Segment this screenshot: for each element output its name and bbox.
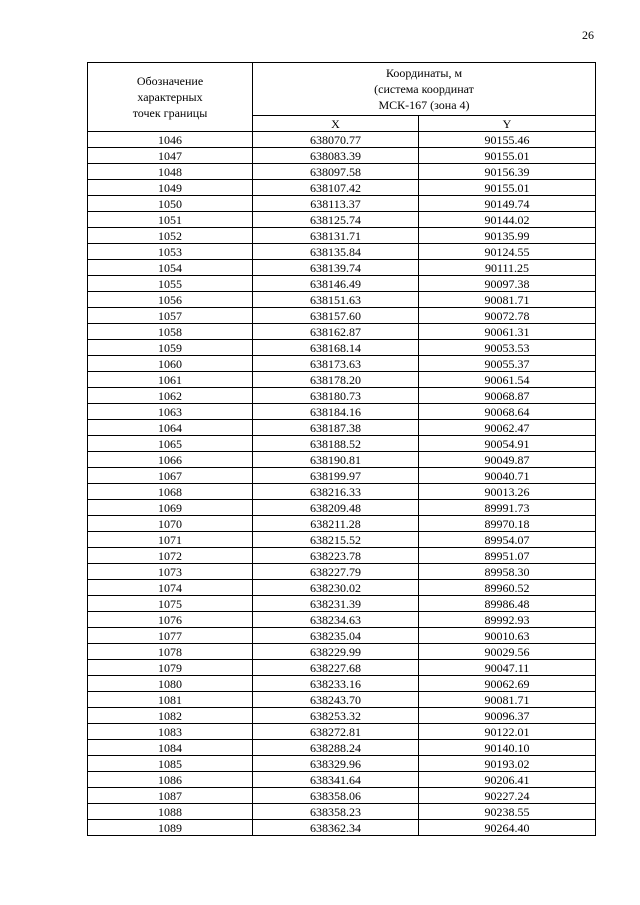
x-coordinate-cell: 638227.68 xyxy=(253,660,419,676)
coordinates-header-line-2: (система координат xyxy=(374,82,474,96)
x-coordinate-cell: 638188.52 xyxy=(253,436,419,452)
table-row xyxy=(88,676,596,692)
point-cell: 1062 xyxy=(88,388,253,404)
y-coordinate-cell: 89992.93 xyxy=(419,612,596,628)
table-row xyxy=(88,612,596,628)
point-cell: 1089 xyxy=(88,820,253,836)
x-coordinate-cell: 638070.77 xyxy=(253,132,419,148)
point-cell: 1087 xyxy=(88,788,253,804)
point-cell: 1050 xyxy=(88,196,253,212)
table-row xyxy=(88,148,596,164)
y-coordinate-cell: 90062.69 xyxy=(419,676,596,692)
x-coordinate-cell: 638358.06 xyxy=(253,788,419,804)
point-cell: 1085 xyxy=(88,756,253,772)
point-cell: 1049 xyxy=(88,180,253,196)
point-cell: 1047 xyxy=(88,148,253,164)
table-row xyxy=(88,324,596,340)
y-coordinate-cell: 90264.40 xyxy=(419,820,596,836)
table-row xyxy=(88,276,596,292)
point-cell: 1075 xyxy=(88,596,253,612)
y-coordinate-cell: 89960.52 xyxy=(419,580,596,596)
table-row xyxy=(88,164,596,180)
table-row xyxy=(88,260,596,276)
x-coordinate-cell: 638157.60 xyxy=(253,308,419,324)
y-coordinate-cell: 90010.63 xyxy=(419,628,596,644)
point-cell: 1059 xyxy=(88,340,253,356)
point-cell: 1055 xyxy=(88,276,253,292)
x-coordinate-cell: 638199.97 xyxy=(253,468,419,484)
point-cell: 1072 xyxy=(88,548,253,564)
table-row xyxy=(88,340,596,356)
x-coordinate-cell: 638178.20 xyxy=(253,372,419,388)
x-coordinate-cell: 638173.63 xyxy=(253,356,419,372)
point-cell: 1054 xyxy=(88,260,253,276)
point-cell: 1061 xyxy=(88,372,253,388)
y-coordinate-cell: 90193.02 xyxy=(419,756,596,772)
x-coordinate-cell: 638362.34 xyxy=(253,820,419,836)
x-coordinate-cell: 638113.37 xyxy=(253,196,419,212)
table-row xyxy=(88,292,596,308)
point-cell: 1057 xyxy=(88,308,253,324)
y-coordinate-cell: 90206.41 xyxy=(419,772,596,788)
coordinates-header-line-1: Координаты, м xyxy=(385,66,463,80)
point-cell: 1079 xyxy=(88,660,253,676)
x-coordinate-cell: 638146.49 xyxy=(253,276,419,292)
designation-header-line-2: характерных xyxy=(137,90,203,104)
table-row xyxy=(88,708,596,724)
y-coordinate-cell: 89970.18 xyxy=(419,516,596,532)
table-row xyxy=(88,436,596,452)
y-coordinate-cell: 90135.99 xyxy=(419,228,596,244)
x-coordinate-cell: 638162.87 xyxy=(253,324,419,340)
y-coordinate-cell: 90062.47 xyxy=(419,420,596,436)
x-coordinate-cell: 638211.28 xyxy=(253,516,419,532)
y-coordinate-cell: 90144.02 xyxy=(419,212,596,228)
table-row xyxy=(88,740,596,756)
table-row xyxy=(88,180,596,196)
y-coordinate-cell: 89954.07 xyxy=(419,532,596,548)
point-cell: 1064 xyxy=(88,420,253,436)
y-coordinate-cell: 89951.07 xyxy=(419,548,596,564)
x-coordinate-cell: 638223.78 xyxy=(253,548,419,564)
point-cell: 1074 xyxy=(88,580,253,596)
y-coordinate-cell: 90096.37 xyxy=(419,708,596,724)
y-coordinate-cell: 90053.53 xyxy=(419,340,596,356)
y-coordinate-cell: 90013.26 xyxy=(419,484,596,500)
y-coordinate-cell: 90055.37 xyxy=(419,356,596,372)
y-coordinate-cell: 90061.54 xyxy=(419,372,596,388)
table-row xyxy=(88,564,596,580)
table-row xyxy=(88,484,596,500)
x-coordinate-cell: 638190.81 xyxy=(253,452,419,468)
table-row xyxy=(88,308,596,324)
x-coordinate-cell: 638243.70 xyxy=(253,692,419,708)
point-cell: 1052 xyxy=(88,228,253,244)
x-coordinate-cell: 638180.73 xyxy=(253,388,419,404)
point-cell: 1081 xyxy=(88,692,253,708)
point-cell: 1077 xyxy=(88,628,253,644)
page-number: 26 xyxy=(582,28,594,42)
point-cell: 1058 xyxy=(88,324,253,340)
y-coordinate-cell: 90124.55 xyxy=(419,244,596,260)
x-coordinate-cell: 638233.16 xyxy=(253,676,419,692)
table-row xyxy=(88,548,596,564)
point-cell: 1086 xyxy=(88,772,253,788)
designation-header-line-1: Обозначение xyxy=(136,74,204,88)
table-header xyxy=(88,63,596,132)
table-row xyxy=(88,468,596,484)
coordinates-table xyxy=(87,62,596,836)
x-coordinate-cell: 638097.58 xyxy=(253,164,419,180)
table-row xyxy=(88,500,596,516)
y-coordinate-cell: 89991.73 xyxy=(419,500,596,516)
table-row xyxy=(88,628,596,644)
point-cell: 1066 xyxy=(88,452,253,468)
table-row xyxy=(88,580,596,596)
point-cell: 1068 xyxy=(88,484,253,500)
x-coordinate-cell: 638253.32 xyxy=(253,708,419,724)
x-coordinate-cell: 638135.84 xyxy=(253,244,419,260)
y-coordinate-cell: 90081.71 xyxy=(419,292,596,308)
table-row xyxy=(88,388,596,404)
x-coordinate-cell: 638234.63 xyxy=(253,612,419,628)
table-row xyxy=(88,788,596,804)
x-coordinate-cell: 638168.14 xyxy=(253,340,419,356)
y-coordinate-cell: 90156.39 xyxy=(419,164,596,180)
y-coordinate-cell: 90054.91 xyxy=(419,436,596,452)
point-cell: 1080 xyxy=(88,676,253,692)
y-coordinate-cell: 90068.64 xyxy=(419,404,596,420)
table-row xyxy=(88,196,596,212)
x-coordinate-cell: 638209.48 xyxy=(253,500,419,516)
x-coordinate-cell: 638184.16 xyxy=(253,404,419,420)
x-coordinate-cell: 638230.02 xyxy=(253,580,419,596)
x-coordinate-cell: 638229.99 xyxy=(253,644,419,660)
point-cell: 1082 xyxy=(88,708,253,724)
x-coordinate-cell: 638215.52 xyxy=(253,532,419,548)
y-coordinate-cell: 90061.31 xyxy=(419,324,596,340)
x-coordinate-cell: 638139.74 xyxy=(253,260,419,276)
table-row xyxy=(88,532,596,548)
x-coordinate-cell: 638107.42 xyxy=(253,180,419,196)
point-cell: 1083 xyxy=(88,724,253,740)
point-cell: 1046 xyxy=(88,132,253,148)
x-coordinate-cell: 638216.33 xyxy=(253,484,419,500)
point-cell: 1067 xyxy=(88,468,253,484)
point-cell: 1088 xyxy=(88,804,253,820)
point-cell: 1069 xyxy=(88,500,253,516)
point-cell: 1051 xyxy=(88,212,253,228)
point-cell: 1056 xyxy=(88,292,253,308)
x-coordinate-cell: 638272.81 xyxy=(253,724,419,740)
designation-header-line-3: точек границы xyxy=(132,106,208,120)
table-row xyxy=(88,516,596,532)
table-row xyxy=(88,804,596,820)
table-row xyxy=(88,372,596,388)
y-coordinate-cell: 89986.48 xyxy=(419,596,596,612)
coordinates-header xyxy=(253,63,596,116)
y-coordinate-cell: 90068.87 xyxy=(419,388,596,404)
y-coordinate-cell: 90227.24 xyxy=(419,788,596,804)
point-cell: 1053 xyxy=(88,244,253,260)
y-coordinate-cell: 90155.46 xyxy=(419,132,596,148)
table-body xyxy=(88,132,596,836)
table-row xyxy=(88,212,596,228)
point-cell: 1070 xyxy=(88,516,253,532)
x-column-header: X xyxy=(253,116,419,132)
table-row xyxy=(88,132,596,148)
header-row-top xyxy=(88,63,596,116)
table-row xyxy=(88,420,596,436)
y-coordinate-cell: 90029.56 xyxy=(419,644,596,660)
point-cell: 1060 xyxy=(88,356,253,372)
y-coordinate-cell: 89958.30 xyxy=(419,564,596,580)
x-coordinate-cell: 638187.38 xyxy=(253,420,419,436)
x-coordinate-cell: 638227.79 xyxy=(253,564,419,580)
x-coordinate-cell: 638329.96 xyxy=(253,756,419,772)
x-coordinate-cell: 638288.24 xyxy=(253,740,419,756)
point-cell: 1076 xyxy=(88,612,253,628)
point-cell: 1063 xyxy=(88,404,253,420)
designation-header xyxy=(88,63,253,132)
table-row xyxy=(88,596,596,612)
y-coordinate-cell: 90049.87 xyxy=(419,452,596,468)
y-coordinate-cell: 90238.55 xyxy=(419,804,596,820)
table-row xyxy=(88,692,596,708)
y-coordinate-cell: 90047.11 xyxy=(419,660,596,676)
x-coordinate-cell: 638125.74 xyxy=(253,212,419,228)
table-row xyxy=(88,660,596,676)
y-coordinate-cell: 90081.71 xyxy=(419,692,596,708)
y-coordinate-cell: 90111.25 xyxy=(419,260,596,276)
y-column-header: Y xyxy=(419,116,596,132)
x-coordinate-cell: 638358.23 xyxy=(253,804,419,820)
table-row xyxy=(88,724,596,740)
y-coordinate-cell: 90072.78 xyxy=(419,308,596,324)
table-row xyxy=(88,820,596,836)
point-cell: 1084 xyxy=(88,740,253,756)
table-row xyxy=(88,404,596,420)
y-coordinate-cell: 90155.01 xyxy=(419,148,596,164)
point-cell: 1078 xyxy=(88,644,253,660)
x-coordinate-cell: 638235.04 xyxy=(253,628,419,644)
table-row xyxy=(88,644,596,660)
point-cell: 1073 xyxy=(88,564,253,580)
y-coordinate-cell: 90122.01 xyxy=(419,724,596,740)
table-row xyxy=(88,228,596,244)
coordinates-header-line-3: МСК-167 (зона 4) xyxy=(378,98,470,112)
y-coordinate-cell: 90097.38 xyxy=(419,276,596,292)
y-coordinate-cell: 90040.71 xyxy=(419,468,596,484)
table-row xyxy=(88,356,596,372)
x-coordinate-cell: 638151.63 xyxy=(253,292,419,308)
point-cell: 1048 xyxy=(88,164,253,180)
y-coordinate-cell: 90149.74 xyxy=(419,196,596,212)
x-coordinate-cell: 638341.64 xyxy=(253,772,419,788)
y-coordinate-cell: 90155.01 xyxy=(419,180,596,196)
y-coordinate-cell: 90140.10 xyxy=(419,740,596,756)
point-cell: 1071 xyxy=(88,532,253,548)
table-row xyxy=(88,772,596,788)
table-row xyxy=(88,756,596,772)
table-row xyxy=(88,244,596,260)
x-coordinate-cell: 638083.39 xyxy=(253,148,419,164)
point-cell: 1065 xyxy=(88,436,253,452)
x-coordinate-cell: 638131.71 xyxy=(253,228,419,244)
table-row xyxy=(88,452,596,468)
x-coordinate-cell: 638231.39 xyxy=(253,596,419,612)
